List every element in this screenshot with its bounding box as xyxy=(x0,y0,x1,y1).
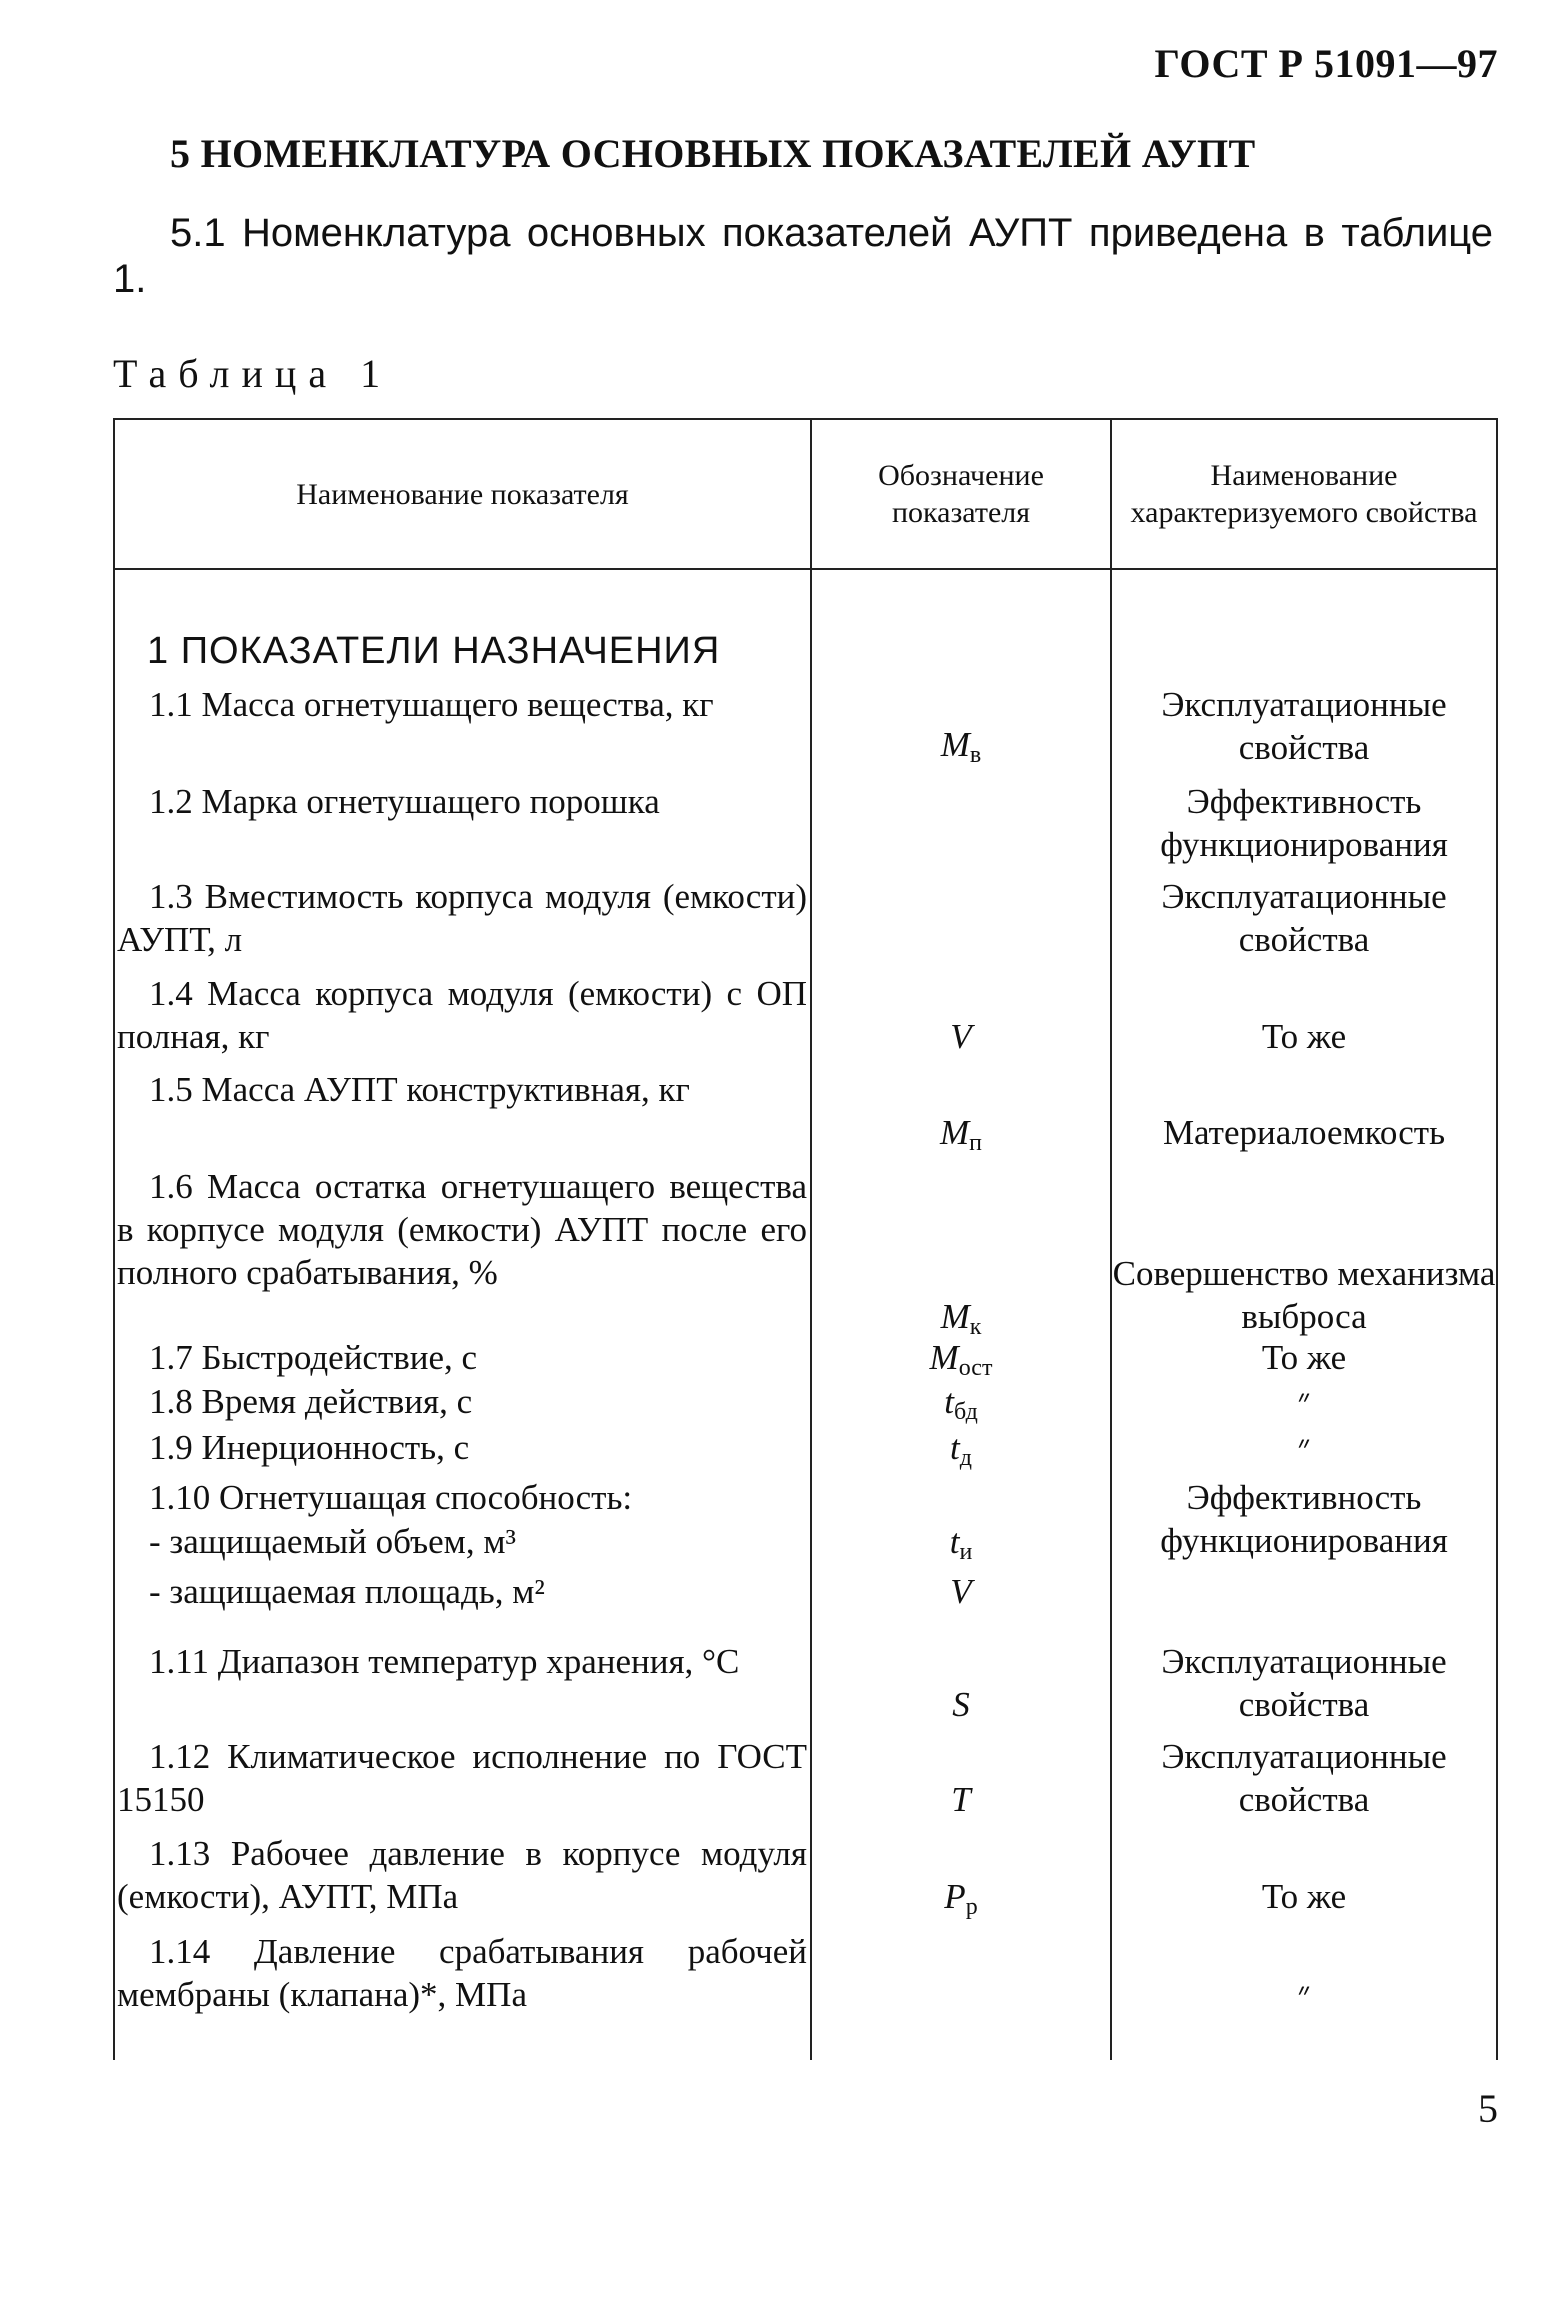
indicator-name-text: - защищаемая площадь, м² xyxy=(149,1572,545,1611)
indicator-name-text: 1.1 Масса огнетушащего вещества, кг xyxy=(149,685,714,724)
section-heading: 5 НОМЕНКЛАТУРА ОСНОВНЫХ ПОКАЗАТЕЛЕЙ АУПТ xyxy=(170,131,1256,176)
characterized-property: Совершенство механизма выброса xyxy=(1112,1254,1496,1336)
characterized-property: Материалоемкость xyxy=(1162,1113,1446,1152)
table-border-right xyxy=(1496,418,1498,2060)
characterized-property: Эксплуатационные свойства xyxy=(1161,1642,1447,1724)
table-header-divider xyxy=(113,568,1498,570)
indicator-name xyxy=(117,1426,807,1469)
header-symbol-text: Обозначение показателя xyxy=(878,459,1044,529)
indicator-symbol: $P_р$ xyxy=(944,1877,978,1920)
intro-paragraph-text: 5.1 Номенклатура основных показателей АУПТ приведена в таблице 1. xyxy=(113,211,1493,301)
characterized-property: ״ xyxy=(1297,1382,1311,1421)
characterized-property: То же xyxy=(1261,1338,1347,1377)
indicator-symbol: $M_к$ xyxy=(940,1297,982,1340)
indicator-symbol: $M_п$ xyxy=(940,1113,982,1156)
indicator-name-text: 1.8 Время действия, с xyxy=(149,1382,473,1421)
indicator-name xyxy=(117,1520,807,1563)
indicator-name-text: 1.10 Огнетушащая способность: xyxy=(149,1478,633,1517)
indicator-name xyxy=(117,1930,807,2016)
indicator-name-text: 1.3 Вместимость корпуса модуля (емкости) АУПТ, л xyxy=(117,877,807,959)
indicator-symbol: T xyxy=(951,1780,971,1819)
header-name-text: Наименование показателя xyxy=(296,477,629,511)
indicator-name-text: 1.13 Рабочее давление в корпусе модуля (емкости), АУПТ, МПа xyxy=(117,1834,807,1916)
indicator-name xyxy=(117,1336,807,1379)
header-cell-property xyxy=(1112,420,1496,568)
indicator-symbol: $t_{бд}$ xyxy=(944,1382,978,1425)
indicator-symbol: $M_{ост}$ xyxy=(929,1338,993,1381)
indicator-name xyxy=(117,683,807,726)
indicator-symbol: $M_в$ xyxy=(940,725,982,768)
indicator-name xyxy=(117,1165,807,1294)
characterized-property: Эксплуатационные свойства xyxy=(1161,1737,1447,1819)
characterized-property: То же xyxy=(1261,1877,1347,1916)
indicator-name-text: 1.5 Масса АУПТ конструктивная, кг xyxy=(149,1070,690,1109)
indicator-name-text: 1.7 Быстродействие, с xyxy=(149,1338,478,1377)
indicator-name-text: 1.9 Инерционность, с xyxy=(149,1428,470,1467)
indicator-name xyxy=(117,1570,807,1613)
group-title: 1 ПОКАЗАТЕЛИ НАЗНАЧЕНИЯ xyxy=(147,630,721,672)
indicator-name-text: 1.2 Марка огнетушащего порошка xyxy=(149,782,660,821)
indicator-symbol: V xyxy=(950,1017,972,1056)
characterized-property: Эффективность функционирования xyxy=(1160,1478,1448,1560)
characterized-property: ״ xyxy=(1297,1428,1311,1467)
indicator-symbol: $t_д$ xyxy=(950,1428,972,1471)
characterized-property: ״ xyxy=(1297,1975,1311,2014)
indicator-symbol: $t_и$ xyxy=(949,1522,973,1565)
indicator-name xyxy=(117,875,807,961)
characterized-property: Эффективность функционирования xyxy=(1160,782,1448,864)
indicator-name xyxy=(117,1476,807,1519)
characterized-property: То же xyxy=(1261,1017,1347,1056)
indicator-name xyxy=(117,1380,807,1423)
table-border-left xyxy=(113,418,115,2060)
characterized-property: Эксплуатационные свойства xyxy=(1161,877,1447,959)
indicator-symbol: S xyxy=(952,1685,970,1724)
indicator-name-text: - защищаемый объем, м³ xyxy=(149,1522,516,1561)
indicator-name xyxy=(117,972,807,1058)
indicator-name-text: 1.4 Масса корпуса модуля (емкости) с ОП полная, кг xyxy=(117,974,807,1056)
indicator-name-text: 1.6 Масса остатка огнетушащего вещества в корпусе модуля (емкости) АУПТ после его полного срабатывания, % xyxy=(117,1167,807,1292)
indicator-name xyxy=(117,780,807,823)
indicator-name-text: 1.11 Диапазон температур хранения, °С xyxy=(149,1642,740,1681)
indicator-name xyxy=(117,1832,807,1918)
indicator-symbol: V xyxy=(950,1572,972,1611)
intro-paragraph xyxy=(113,210,1493,302)
header-property-text: Наименование характеризуемого свойства xyxy=(1130,459,1478,529)
indicator-name-text: 1.12 Климатическое исполнение по ГОСТ 15150 xyxy=(117,1737,807,1819)
header-cell-name xyxy=(115,420,810,568)
indicator-name xyxy=(117,1735,807,1821)
table-caption: Таблица 1 xyxy=(113,351,393,396)
header-cell-symbol xyxy=(812,420,1110,568)
page-number: 5 xyxy=(1478,2086,1498,2131)
characterized-property: Эксплуатационные свойства xyxy=(1161,685,1447,767)
indicator-name xyxy=(117,1068,807,1111)
page-header-doc-code: ГОСТ Р 51091—97 xyxy=(1154,41,1498,86)
indicator-name xyxy=(117,1640,807,1683)
indicator-name-text: 1.14 Давление срабатывания рабочей мембраны (клапана)*, МПа xyxy=(117,1932,807,2014)
